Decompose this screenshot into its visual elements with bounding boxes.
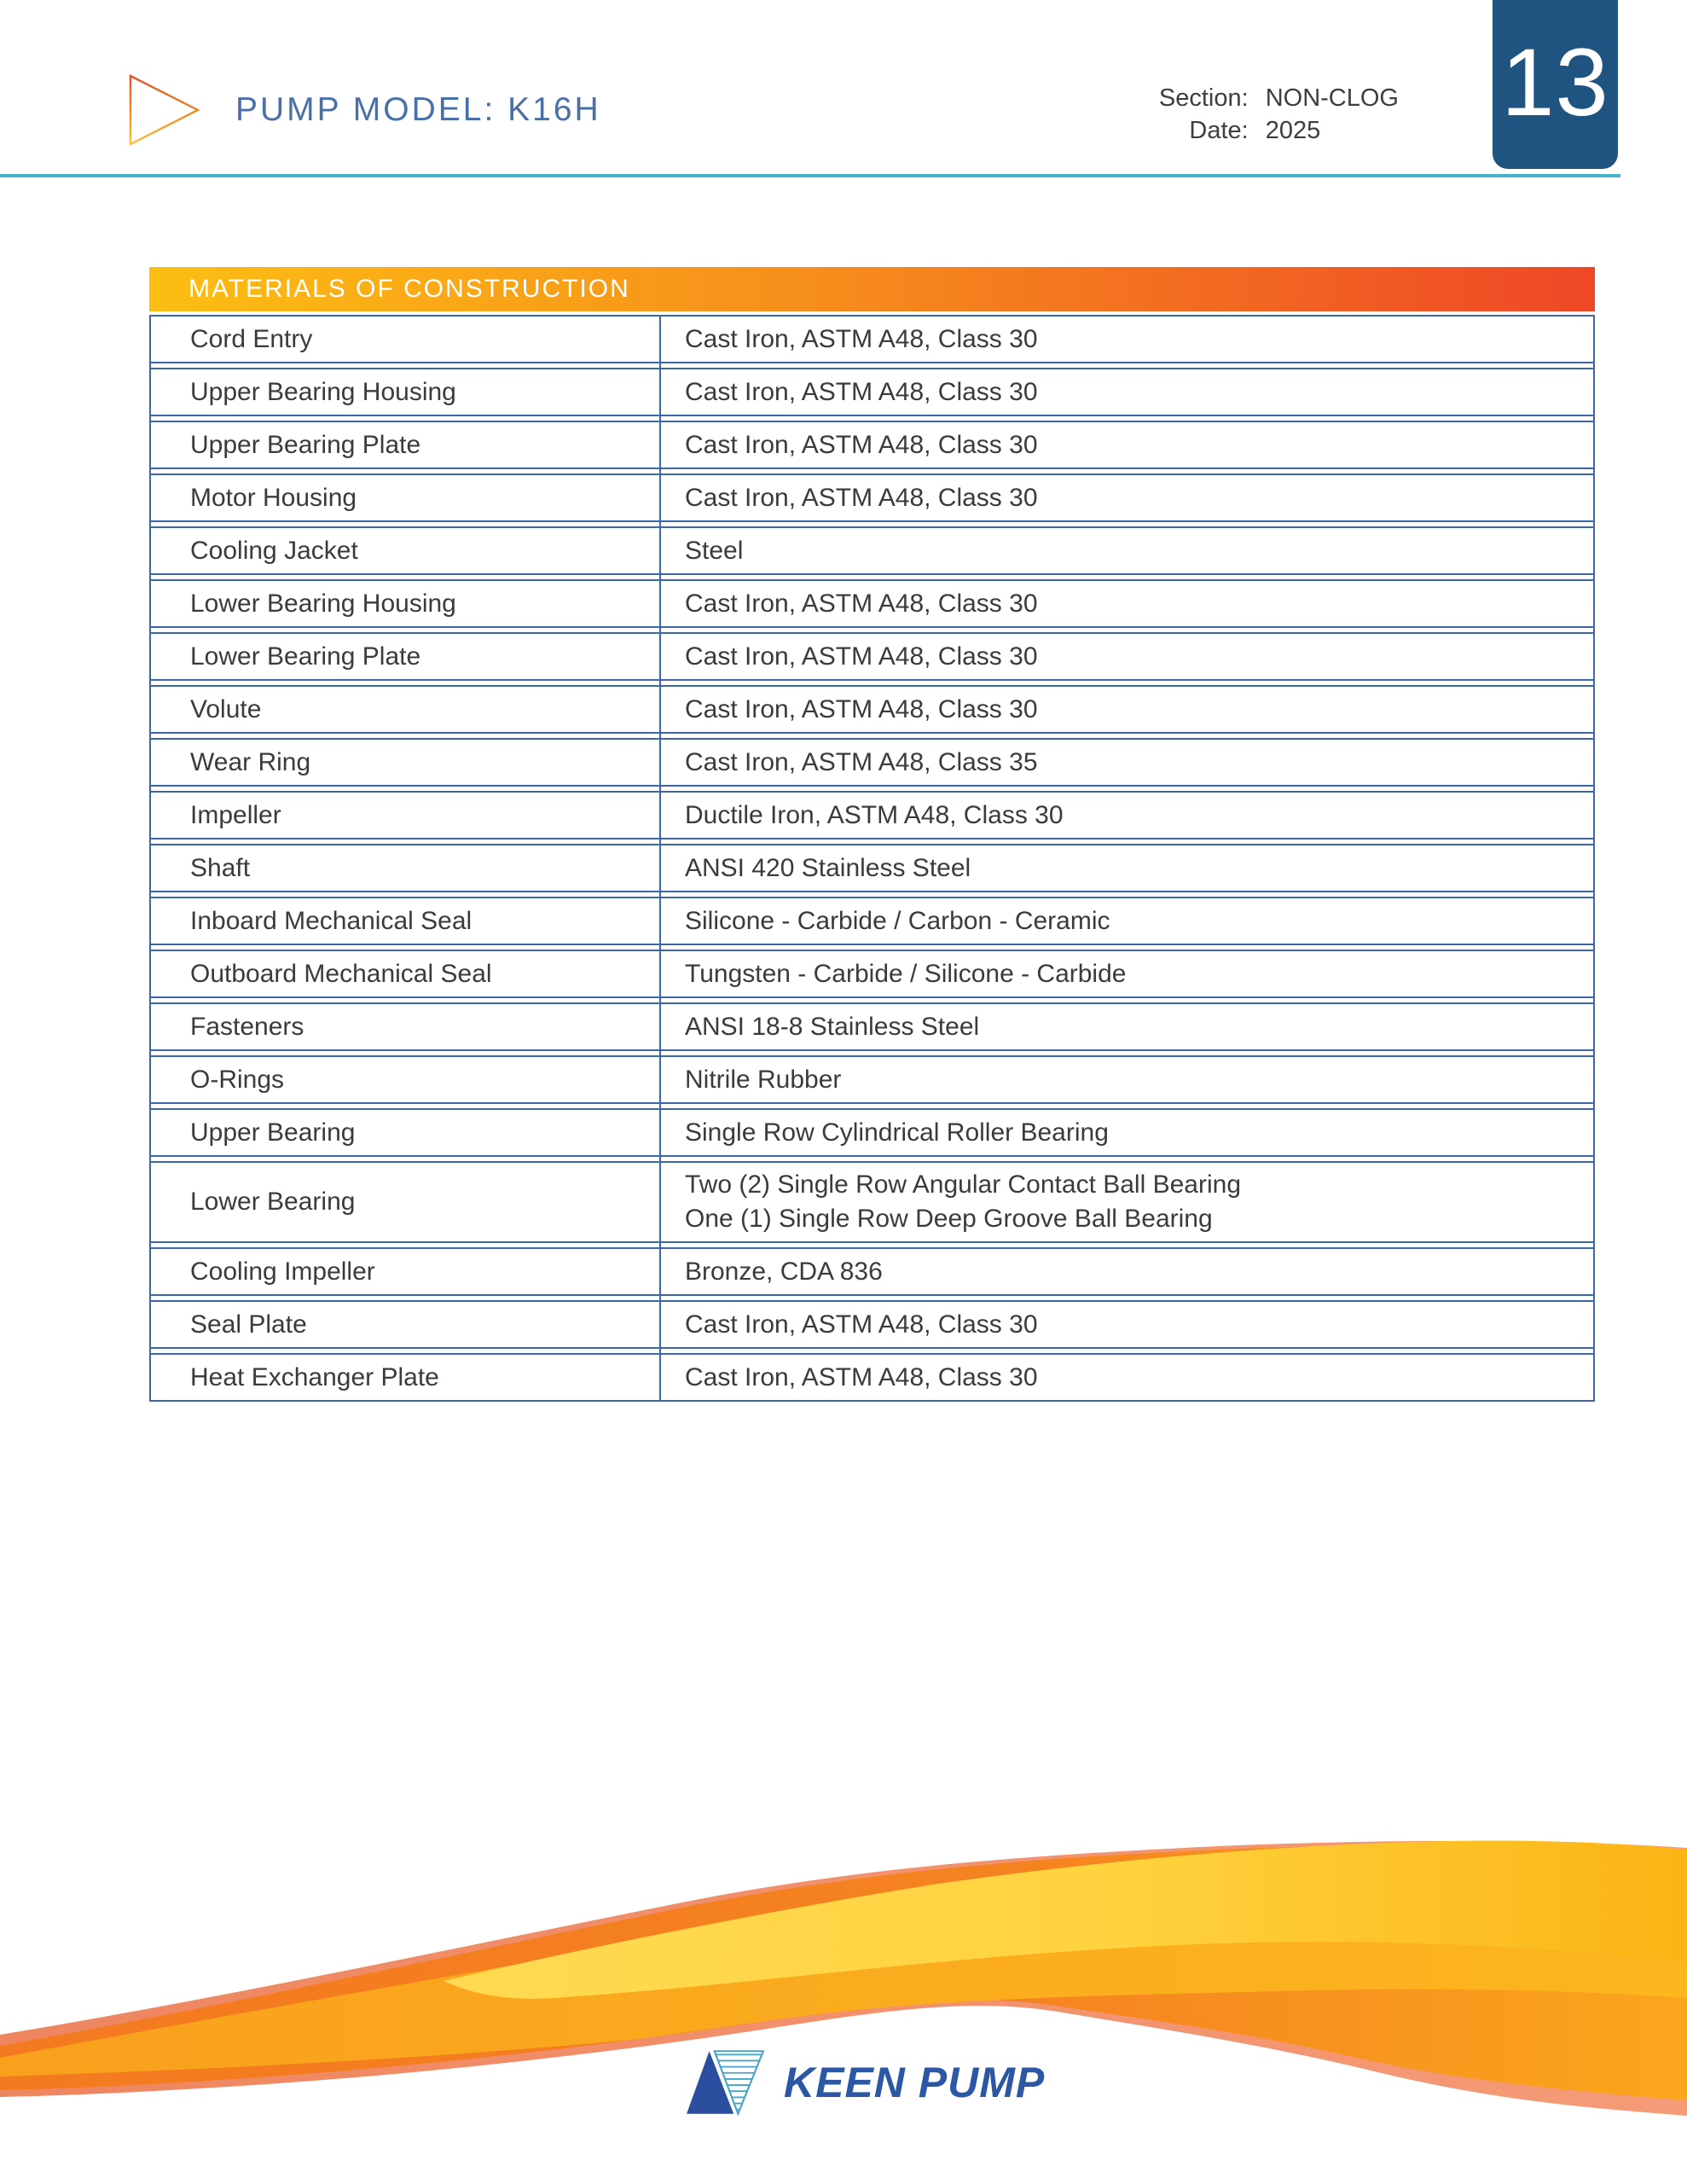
component-cell: O-Rings [190,1065,285,1094]
table-title: MATERIALS OF CONSTRUCTION [188,275,630,303]
component-cell: Impeller [190,800,281,829]
material-line: Ductile Iron, ASTM A48, Class 30 [685,800,1064,829]
component-cell: Motor Housing [190,483,357,512]
table-row [151,1108,1593,1157]
component-cell: Upper Bearing Plate [190,430,421,459]
table-row [151,579,1593,628]
table-row [151,844,1593,892]
table-row [151,1353,1593,1402]
material-line: Steel [685,536,744,565]
table-row [151,1161,1593,1243]
component-cell: Lower Bearing Housing [190,589,456,618]
component-cell: Wear Ring [190,747,311,776]
date-value: 2025 [1265,117,1321,144]
keen-pump-triangles-icon [685,2049,765,2116]
component-cell: Upper Bearing Housing [190,377,456,406]
component-cell: Inboard Mechanical Seal [190,906,472,935]
table-row [151,738,1593,787]
material-line: Cast Iron, ASTM A48, Class 30 [685,324,1038,353]
table-row [151,897,1593,945]
material-cell [659,369,1593,415]
material-cell [659,475,1593,520]
table-row [151,315,1593,363]
table-row [151,1300,1593,1349]
material-cell [659,1004,1593,1049]
material-line: Nitrile Rubber [685,1065,842,1094]
keen-pump-logo-text: KEEN PUMP [784,2059,1046,2106]
material-line: Bronze, CDA 836 [685,1257,883,1286]
footer-wave-graphic [0,1783,1687,2184]
table-row [151,1002,1593,1051]
section-label: Section: [1158,84,1249,112]
material-cell [659,634,1593,679]
table-row [151,526,1593,575]
material-cell [659,1110,1593,1155]
material-line: ANSI 420 Stainless Steel [685,853,971,882]
section-date-block [1159,84,1399,145]
table-row [151,368,1593,416]
table-row [151,632,1593,681]
section-value: NON-CLOG [1265,84,1399,112]
material-cell [659,1163,1593,1241]
table-row [151,1055,1593,1104]
table-row [151,1247,1593,1296]
material-line: Two (2) Single Row Angular Contact Ball Bearing [685,1170,1242,1199]
component-cell: Outboard Mechanical Seal [190,959,492,988]
material-line: Single Row Cylindrical Roller Bearing [685,1118,1109,1147]
material-line: Cast Iron, ASTM A48, Class 30 [685,1362,1038,1391]
material-line: Tungsten - Carbide / Silicone - Carbide [685,959,1127,988]
component-cell: Lower Bearing [190,1188,356,1216]
page-number: 13 [1501,28,1609,136]
material-line: Cast Iron, ASTM A48, Class 30 [685,483,1038,512]
material-cell [659,740,1593,785]
material-line: ANSI 18-8 Stainless Steel [685,1012,980,1041]
component-cell: Cooling Jacket [190,536,358,565]
material-cell [659,528,1593,573]
table-row [151,421,1593,469]
component-cell: Shaft [190,853,251,882]
material-cell [659,1057,1593,1102]
material-cell [659,951,1593,996]
header-divider [0,174,1620,177]
material-line: Cast Iron, ASTM A48, Class 30 [685,589,1038,618]
material-line: Cast Iron, ASTM A48, Class 35 [685,747,1038,776]
striped-right-triangle-icon [128,73,203,147]
material-cell [659,793,1593,838]
table-title-bar [149,267,1595,311]
material-cell [659,581,1593,626]
table-row [151,791,1593,839]
page-title: PUMP MODEL: K16H [235,91,601,128]
material-line: Cast Iron, ASTM A48, Class 30 [685,1310,1038,1339]
material-cell [659,1355,1593,1400]
material-line: Cast Iron, ASTM A48, Class 30 [685,642,1038,671]
component-cell: Fasteners [190,1012,304,1041]
material-line: Cast Iron, ASTM A48, Class 30 [685,377,1038,406]
page-number-badge [1493,0,1618,169]
component-cell: Seal Plate [190,1310,307,1339]
table-body [149,315,1595,1402]
header-brand [128,73,601,147]
material-cell [659,1302,1593,1347]
material-cell [659,422,1593,468]
keen-pump-logo [685,2048,1045,2117]
component-cell: Volute [190,694,262,723]
component-cell: Cooling Impeller [190,1257,375,1286]
material-cell [659,317,1593,362]
table-row [151,473,1593,522]
material-line: Silicone - Carbide / Carbon - Ceramic [685,906,1110,935]
component-cell: Heat Exchanger Plate [190,1362,439,1391]
date-label: Date: [1189,117,1249,144]
table-row [151,950,1593,998]
materials-of-construction-table [149,267,1595,1402]
component-cell: Cord Entry [190,324,313,353]
material-cell [659,687,1593,732]
column-divider [659,315,661,1402]
material-cell [659,1249,1593,1294]
component-cell: Upper Bearing [190,1118,356,1147]
material-line: Cast Iron, ASTM A48, Class 30 [685,694,1038,723]
material-cell [659,898,1593,944]
table-row [151,685,1593,734]
component-cell: Lower Bearing Plate [190,642,421,671]
material-line: One (1) Single Row Deep Groove Ball Bearing [685,1205,1213,1233]
material-cell [659,845,1593,891]
material-line: Cast Iron, ASTM A48, Class 30 [685,430,1038,459]
